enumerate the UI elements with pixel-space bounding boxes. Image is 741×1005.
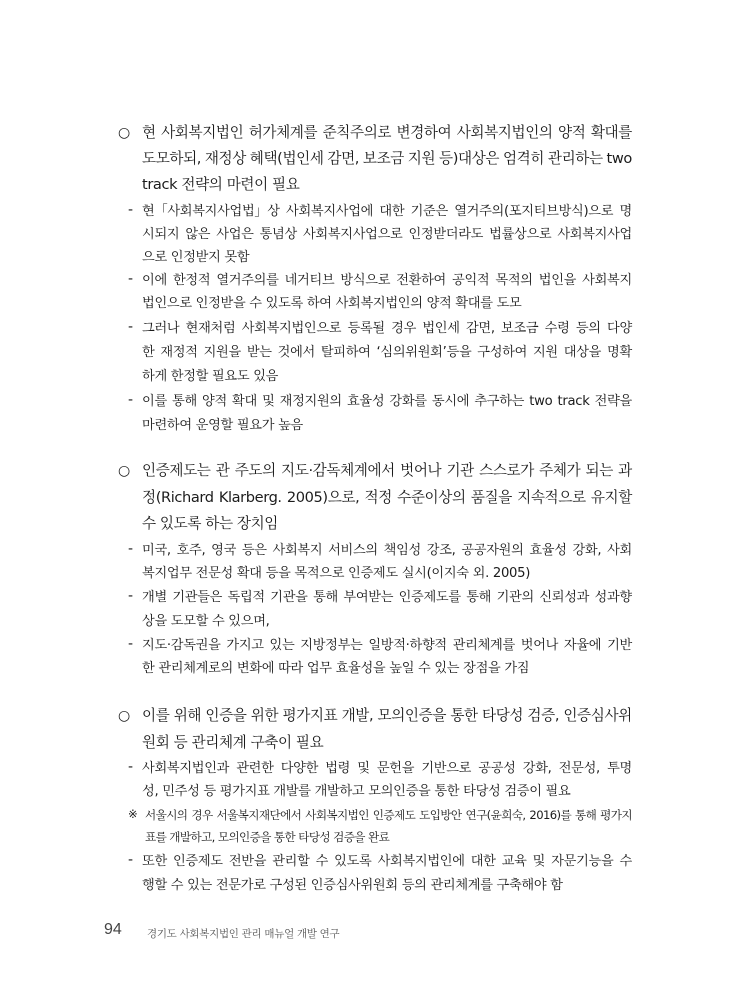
- word: 사회복지사업에: [286, 204, 374, 219]
- s1-d1-line-1: [142, 203, 632, 220]
- word: 자문기능을: [551, 854, 614, 869]
- bullet-circle: ○: [118, 463, 131, 479]
- word: 공익적: [452, 273, 490, 288]
- word: 지방정부는: [300, 638, 363, 653]
- word: 양적: [558, 124, 586, 141]
- word: 열거주의를: [216, 273, 279, 288]
- word: 네거티브: [284, 273, 335, 288]
- word: 사회복지법인의: [456, 124, 553, 141]
- word: 타당성: [482, 707, 524, 724]
- word: 전략을: [594, 394, 632, 409]
- word: 확대: [232, 394, 257, 409]
- word: 통해: [575, 808, 597, 822]
- word: 자율에: [563, 638, 602, 653]
- word: 방식으로: [340, 273, 391, 288]
- s1-d2-line-1: [142, 272, 632, 289]
- word: 명: [619, 204, 632, 219]
- word: 적정: [364, 489, 392, 506]
- word: 미국,: [142, 543, 171, 558]
- word: 주도의: [234, 462, 276, 479]
- word: 2005)으로,: [286, 489, 360, 506]
- word: 인증제도는: [142, 462, 211, 479]
- word: 기반: [607, 638, 632, 653]
- s1-d1-line-2: [142, 226, 632, 243]
- word: two: [529, 394, 553, 409]
- s3-d2-line-1: [142, 853, 632, 870]
- word: 법률상으로: [489, 227, 552, 242]
- word: 공공성: [478, 761, 516, 776]
- word: 수준이상의: [397, 489, 466, 506]
- word: 스스로가: [479, 462, 534, 479]
- s1-line-1: [142, 124, 632, 141]
- word: ‘심의위원회’등을: [376, 345, 472, 360]
- note-line-2: 표를 개발하고, 모의인증을 통한 타당성 검증을 완료: [145, 830, 390, 844]
- s2-line-2: [142, 489, 632, 506]
- word: 시되지: [142, 227, 180, 242]
- s1-d4-line-2: 마련하여 운영할 필요가 높음: [142, 418, 303, 433]
- word: 도모하되,: [142, 150, 202, 167]
- word: 강화,: [572, 543, 602, 558]
- word: 강조,: [426, 543, 456, 558]
- word: 개별: [142, 590, 167, 605]
- s3-d1-line-2: 성, 민주성 등 평가지표 개발를 개발하고 모의인증을 통한 타당성 검증이 필요: [142, 784, 571, 799]
- word: 엄격히: [502, 150, 545, 167]
- word: 연구(윤희숙,: [465, 808, 526, 822]
- word: 2016)를: [529, 808, 572, 822]
- word: 서울시의: [145, 808, 188, 822]
- word: 사회복지법인과: [142, 761, 230, 776]
- dash-marker: -: [128, 759, 134, 775]
- word: 인증제도를: [398, 590, 461, 605]
- word: 강화를: [389, 394, 427, 409]
- word: 추구하는: [474, 394, 525, 409]
- word: 사회복지법인으로: [241, 321, 342, 336]
- word: 사회복지: [272, 543, 323, 558]
- word: 문헌을: [376, 761, 415, 776]
- s2-d1-line-2: 복지업무 전문성 확대 등을 목적으로 인증제도 실시(이지숙 외. 2005): [142, 566, 531, 581]
- word: 있도록: [334, 854, 372, 869]
- word: 법인세: [422, 321, 460, 336]
- word: 전반을: [228, 854, 267, 869]
- word: 받는: [246, 345, 272, 360]
- word: 호주,: [176, 543, 206, 558]
- word: 통해: [313, 590, 338, 605]
- word: 또한: [142, 854, 167, 869]
- word: 기관의: [496, 590, 534, 605]
- dash-marker: -: [128, 271, 134, 287]
- s1-line-2: [142, 150, 632, 167]
- word: 보조금: [362, 150, 404, 167]
- word: 보조금: [501, 321, 539, 336]
- word: 그러나: [142, 321, 180, 336]
- word: 지원: [532, 345, 558, 360]
- word: 일방적·하향적: [368, 638, 447, 653]
- word: 현재처럼: [185, 321, 236, 336]
- word: 대한: [470, 854, 496, 869]
- word: 강화,: [522, 761, 552, 776]
- word: 사회복지사업으로: [302, 227, 403, 242]
- word: 사회: [607, 543, 632, 558]
- word: Klarberg.: [218, 489, 282, 506]
- word: 준칙주의로: [322, 124, 392, 141]
- word: 위한: [250, 707, 279, 724]
- word: 평가지표: [282, 707, 338, 724]
- word: two: [606, 150, 632, 167]
- word: 허가체계를: [248, 124, 318, 141]
- word: 관련한: [236, 761, 274, 776]
- word: 이를: [142, 394, 167, 409]
- s1-d3-line-1: [142, 320, 632, 337]
- word: 서비스의: [328, 543, 378, 558]
- word: 유지할: [590, 489, 632, 506]
- word: 현: [142, 124, 156, 141]
- word: 사업은: [216, 227, 254, 242]
- word: 평가지: [600, 808, 632, 822]
- word: 투명: [607, 761, 632, 776]
- word: 기준은: [410, 204, 448, 219]
- word: track: [557, 394, 590, 409]
- word: 도입방안: [419, 808, 462, 822]
- word: 재정적: [160, 345, 198, 360]
- word: 변경하여: [396, 124, 452, 141]
- word: 등)대상은: [439, 150, 500, 167]
- dash-marker: -: [128, 541, 134, 557]
- note-line-1: [145, 807, 632, 824]
- s3-line-1: [142, 707, 632, 724]
- word: 사회복지사업: [557, 227, 632, 242]
- bullet-circle: ○: [118, 125, 131, 141]
- s3-d2-line-2: 행할 수 있는 전문가로 구성된 인증심사위원회 등의 관리체계를 구축해야 함: [142, 878, 563, 893]
- word: 인증심사위: [563, 707, 632, 724]
- word: 통념상: [259, 227, 297, 242]
- word: 인증제도: [372, 808, 416, 822]
- word: 교육: [501, 854, 527, 869]
- word: 동시에: [431, 394, 470, 409]
- s1-d1-line-3: 으로 인정받지 못함: [142, 250, 250, 265]
- note-mark: ※: [128, 807, 138, 821]
- word: 효율성: [346, 394, 385, 409]
- word: 영국: [211, 543, 237, 558]
- word: 주체가: [539, 462, 581, 479]
- word: 및: [262, 394, 275, 409]
- word: 인증제도: [172, 854, 223, 869]
- word: 등의: [575, 321, 601, 336]
- s3-line-2: 원회 등 관리체계 구축이 필요: [142, 734, 324, 751]
- word: 관리할: [272, 854, 310, 869]
- word: 경우: [391, 321, 417, 336]
- word: 책임성: [383, 543, 421, 558]
- word: 대상을: [563, 345, 602, 360]
- word: 사회복지: [582, 273, 632, 288]
- word: 신뢰성과: [539, 590, 590, 605]
- word: 인정받더라도: [408, 227, 484, 242]
- s3-d1-line-1: [142, 760, 632, 777]
- page-number: 94: [104, 921, 122, 938]
- word: 수령: [544, 321, 570, 336]
- word: 구성하여: [477, 345, 528, 360]
- word: 않은: [185, 227, 211, 242]
- word: 감면,: [327, 150, 360, 167]
- word: 위해: [173, 707, 202, 724]
- s1-d3-line-3: 하게 한정할 필요도 있음: [142, 369, 279, 384]
- word: 재정상: [204, 150, 246, 167]
- word: 효율성: [529, 543, 567, 558]
- word: 이를: [142, 707, 170, 724]
- s1-d4-line-1: [142, 393, 632, 410]
- word: 양적: [202, 394, 227, 409]
- word: 과: [618, 462, 632, 479]
- word: 지도·감독권을: [142, 638, 221, 653]
- word: 다양한: [280, 761, 319, 776]
- word: 한정적: [172, 273, 211, 288]
- word: 기반으로: [421, 761, 472, 776]
- dash-marker: -: [128, 588, 134, 604]
- s2-line-3: 수 있도록 하는 장치임: [142, 515, 278, 532]
- s2-d3-line-2: 한 관리체계로의 변화에 따라 업무 효율성을 높일 수 있는 장점을 가짐: [142, 661, 530, 676]
- word: 가지고: [226, 638, 264, 653]
- word: 품질을: [470, 489, 512, 506]
- word: 열거주의(포지티브방식)으로: [454, 204, 614, 219]
- word: 통한: [450, 707, 478, 724]
- word: 지도·감독체계에서: [281, 462, 395, 479]
- dash-marker: -: [128, 636, 134, 652]
- word: 지속적으로: [517, 489, 586, 506]
- word: 확대를: [590, 124, 632, 141]
- word: 관: [215, 462, 230, 479]
- word: 정(Richard: [142, 489, 214, 506]
- word: 되는: [585, 462, 613, 479]
- word: 성과향: [594, 590, 632, 605]
- word: 명확: [607, 345, 632, 360]
- word: 사회복지법인: [161, 124, 244, 141]
- dash-marker: -: [128, 392, 134, 408]
- bullet-circle: ○: [118, 708, 131, 724]
- word: 법령: [325, 761, 351, 776]
- word: 개발,: [341, 707, 374, 724]
- word: 경우: [191, 808, 213, 822]
- word: 및: [532, 854, 546, 869]
- word: 다양: [607, 321, 632, 336]
- word: 법인을: [538, 273, 577, 288]
- word: 독립적: [227, 590, 265, 605]
- footer-book-title: 경기도 사회복지법인 관리 매뉴얼 개발 연구: [147, 928, 340, 940]
- word: 것에서: [277, 345, 315, 360]
- word: 검증,: [527, 707, 560, 724]
- s2-d1-line-1: [142, 542, 632, 559]
- word: 재정지원의: [279, 394, 342, 409]
- word: 통해: [466, 590, 492, 605]
- dash-marker: -: [128, 319, 134, 335]
- word: 기관들은: [172, 590, 223, 605]
- word: 부여받는: [343, 590, 394, 605]
- word: 관리체계를: [452, 638, 515, 653]
- word: 등은: [241, 543, 267, 558]
- word: 감면,: [465, 321, 495, 336]
- word: 인증을: [205, 707, 247, 724]
- word: 공공자원의: [461, 543, 524, 558]
- word: 한: [142, 345, 155, 360]
- word: 혜택(법인세: [249, 150, 324, 167]
- word: 관리하는: [547, 150, 603, 167]
- word: 사회복지법인에: [377, 854, 465, 869]
- dash-marker: -: [128, 202, 134, 218]
- word: 모의인증을: [377, 707, 447, 724]
- word: 있는: [269, 638, 295, 653]
- word: 현「사회복지사업법」상: [142, 204, 280, 219]
- s2-d2-line-2: 상을 도모할 수 있으며,: [142, 614, 270, 629]
- word: 수: [315, 854, 329, 869]
- word: 기관을: [270, 590, 308, 605]
- word: 이에: [142, 273, 167, 288]
- s2-d2-line-1: [142, 589, 632, 606]
- word: 기관: [446, 462, 474, 479]
- word: 벗어나: [520, 638, 559, 653]
- word: 지원: [407, 150, 436, 167]
- s1-d2-line-2: 법인으로 인정받을 수 있도록 하여 사회복지법인의 양적 확대를 도모: [142, 296, 522, 311]
- word: 목적의: [495, 273, 533, 288]
- s1-line-3: track 전략의 마련이 필요: [142, 176, 300, 193]
- word: 및: [357, 761, 370, 776]
- word: 사회복지법인: [305, 808, 369, 822]
- word: 통해: [172, 394, 197, 409]
- word: 지원을: [203, 345, 241, 360]
- word: 탈피하여: [320, 345, 371, 360]
- word: 수: [619, 854, 632, 869]
- word: 벗어나: [400, 462, 442, 479]
- dash-marker: -: [128, 852, 134, 868]
- word: 전환하여: [396, 273, 446, 288]
- word: 전문성,: [558, 761, 600, 776]
- s2-d3-line-1: [142, 637, 632, 654]
- word: 등록될: [347, 321, 385, 336]
- s2-line-1: [142, 462, 632, 479]
- word: 서울복지재단에서: [216, 808, 302, 822]
- word: 대한: [379, 204, 405, 219]
- s1-d3-line-2: [142, 344, 632, 361]
